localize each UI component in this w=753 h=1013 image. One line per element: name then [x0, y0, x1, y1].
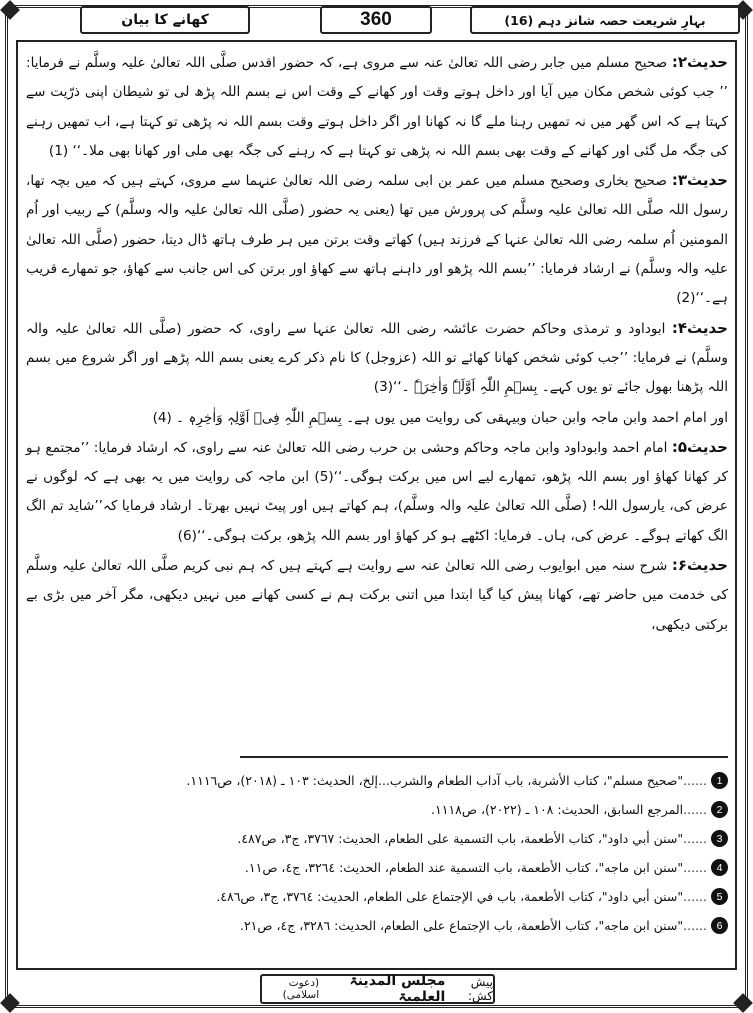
- footnote-text: "سنن ابن ماجه"، كتاب الأطعمة، باب التسمية عند الطعام، الحديث: ٣٢٦٤، ج٤، ص١١.: [244, 860, 684, 875]
- hadith-paragraph: [26, 166, 728, 313]
- hadith-paragraph: [26, 551, 728, 640]
- footnote-text: المرجع السابق، الحديث: ١٠٨ ـ (٢٠٢٢)، ص١١١٨.: [431, 802, 684, 817]
- footer-subtitle: (دعوت اسلامی): [282, 977, 320, 1001]
- footnote: 4 ...... "سنن ابن ماجه"، كتاب الأطعمة، باب التسمية عند الطعام، الحديث: ٣٢٦٤، ج٤، ص١١.: [26, 853, 728, 882]
- page-header: [0, 6, 753, 38]
- footnote: 1 ...... "صحيح مسلم"، كتاب الأشربة، باب آداب الطعام والشرب...إلخ، الحديث: ١٠٣ ـ (٢٠١٨)، ص١١١٦.: [26, 766, 728, 795]
- footnote-separator: [240, 756, 728, 758]
- hadith-label: حدیث۴:: [671, 318, 728, 337]
- chapter-title: کھانے کا بیان: [80, 6, 250, 34]
- footnote-text: "صحيح مسلم"، كتاب الأشربة، باب آداب الطعام والشرب...إلخ، الحديث: ١٠٣ ـ (٢٠١٨)، ص١١١٦.: [186, 773, 684, 788]
- footnote: 6 ...... "سنن ابن ماجه"، كتاب الأطعمة، باب الإجتماع على الطعام، الحديث: ٣٢٨٦، ج٤، ص٢١.: [26, 911, 728, 940]
- hadith-text: اور امام احمد وابن ماجہ وابن حبان وبیہقی کی روایت میں یوں ہے۔ بِسۡمِ اللّٰہِ فِیۡ اَوَّلِہٖ وَاٰخِرِہٖ ۔ (4): [152, 409, 728, 426]
- footnote-number: 3: [711, 830, 728, 847]
- hadith-text: ابوداود و ترمذی وحاکم حضرت عائشہ رضی اللہ تعالیٰ عنہا سے راوی، کہ حضور (صلَّی اللہ تعالیٰ علیہ والہ وسلَّم) نے فرمایا: ’’جب کوئی شخص کھانا کھائے تو اللہ (عزوجل) کا نام ذکر کرے یعنی بسم اللہ پڑھے اور اگر شروع میں بسم اللہ پڑھنا بھول جائے تو یوں کہے۔ بِسۡمِ اللّٰہِ اَوَّلَہٗ وَاٰخِرَہٗ ۔‘‘(3): [26, 320, 728, 396]
- footnote-number: 4: [711, 859, 728, 876]
- page-footer: [260, 974, 495, 1004]
- footnote: 5 ...... "سنن أبي داود"، كتاب الأطعمة، باب في الإجتماع على الطعام، الحديث: ٣٧٦٤، ج٣، ص٤٨٦.: [26, 882, 728, 911]
- hadith-text: صحیح مسلم میں جابر رضی اللہ تعالیٰ عنہ سے مروی ہے، کہ حضور اقدس صلَّی اللہ تعالیٰ علیہ وسلَّم نے فرمایا: ’’ جب کوئی شخص مکان میں آیا اور داخل ہوتے وقت اور کھانے کے وقت اس نے بسم اللہ پڑھ لی تو شیطان اپنی ذرّیت سے کہتا ہے کہ اس گھر میں نہ تمھیں رہنا ملے گا نہ کھانا اور اگر داخل ہوتے وقت بسم اللہ نہ پڑھی تو کہتا ہے، اب تمھیں رہنے کی جگہ مل گئی اور کھانے کے وقت بھی بسم اللہ نہ پڑھی تو کہتا ہے کہ رہنے کی جگہ بھی ملی اور کھانا بھی ملا۔‘‘ (1): [26, 55, 728, 159]
- hadith-label: حدیث۵:: [671, 437, 728, 456]
- hadith-paragraph: [26, 314, 728, 403]
- footnote-text: "سنن ابن ماجه"، كتاب الأطعمة، باب الإجتماع على الطعام، الحديث: ٣٢٨٦، ج٤، ص٢١.: [239, 918, 684, 933]
- footnote: 2 ...... المرجع السابق، الحديث: ١٠٨ ـ (٢٠٢٢)، ص١١١٨.: [26, 795, 728, 824]
- page-number: 360: [320, 6, 432, 34]
- footnote-number: 6: [711, 917, 728, 934]
- hadith-text: شرح سنہ میں ابوایوب رضی اللہ تعالیٰ عنہ سے روایت ہے کہتے ہیں کہ ہم نبی کریم صلَّی اللہ تعالیٰ علیہ وسلَّم کی خدمت میں حاضر تھے، کھانا پیش کیا گیا ابتدا میں اتنی برکت ہم نے کسی کھانے میں نہیں دیکھی، مگر آخر میں بڑی بے برکتی دیکھی،: [26, 558, 728, 633]
- footnote-text: "سنن أبي داود"، كتاب الأطعمة، باب في الإجتماع على الطعام، الحديث: ٣٧٦٤، ج٣، ص٤٨٦.: [216, 889, 684, 904]
- hadith-label: حدیث۳:: [671, 171, 728, 190]
- footer-prefix: پیش کش:: [467, 975, 493, 1003]
- hadith-text: صحیح بخاری وصحیح مسلم میں عمر بن ابی سلمہ رضی اللہ تعالیٰ عنہما سے مروی، کہتے ہیں کہ میں بچہ تھا، رسول اللہ صلَّی اللہ تعالیٰ علیہ وسلَّم کی پرورش میں تھا (یعنی یہ حضور (صلَّی اللہ تعالیٰ علیہ والہ وسلَّم) کے ربیب اور اُم المومنین اُم سلمہ رضی اللہ تعالیٰ عنہا کے فرزند ہیں) کھاتے وقت برتن میں ہر طرف ہاتھ ڈال دیتا، حضور (صلَّی اللہ تعالیٰ علیہ والہ وسلَّم) نے ارشاد فرمایا: ’’بسم اللہ پڑھو اور داہنے ہاتھ سے کھاؤ اور برتن کی اس جانب سے کھاؤ، جو تمھارے قریب ہے۔‘‘(2): [26, 173, 728, 307]
- hadith-label: حدیث۶:: [671, 556, 728, 575]
- footnote-text: "سنن أبي داود"، كتاب الأطعمة، باب التسمية على الطعام، الحديث: ٣٧٦٧، ج٣، ص٤٨٧.: [237, 831, 684, 846]
- hadith-paragraph: [26, 48, 728, 166]
- footnotes: [26, 766, 728, 940]
- footnote-number: 2: [711, 801, 728, 818]
- hadith-label: حدیث۲:: [671, 53, 728, 71]
- hadith-text: امام احمد وابوداود وابن ماجہ وحاکم وحشی بن حرب رضی اللہ تعالیٰ عنہ سے راوی، کہ ارشاد فرمایا: ’’مجتمع ہو کر کھانا کھاؤ اور بسم اللہ پڑھو، تمھارے لیے اس میں برکت ہوگی۔‘‘(5) ابن ماجہ کی روایت میں یہ بھی ہے کہ لوگوں نے عرض کی، یارسول اللہ! (صلَّی اللہ تعالیٰ علیہ والہ وسلَّم)، ہم کھاتے ہیں اور پیٹ نہیں بھرتا۔ ارشاد فرمایا کہ’’شاید تم الگ الگ کھاتے ہوگے۔ عرض کی، ہاں۔ فرمایا: اکٹھے ہو کر کھاؤ اور بسم اللہ پڑھو، برکت ہوگی۔‘‘(6): [26, 439, 728, 544]
- hadith-paragraph: [26, 403, 728, 433]
- book-title: بہارِ شریعت حصہ شانز دہم (16): [470, 6, 740, 34]
- footnote-number: 1: [711, 772, 728, 789]
- footer-organization: مجلس المدینۃ العلمیۃ: [349, 973, 446, 1005]
- footnote: 3 ...... "سنن أبي داود"، كتاب الأطعمة، باب التسمية على الطعام، الحديث: ٣٧٦٧، ج٣، ص٤٨٧.: [26, 824, 728, 853]
- hadith-paragraph: [26, 433, 728, 551]
- footnote-number: 5: [711, 888, 728, 905]
- main-text: [26, 48, 728, 640]
